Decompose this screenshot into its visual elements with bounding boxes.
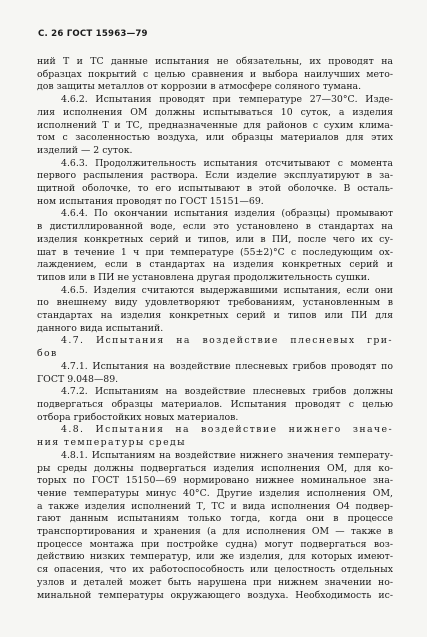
text-line: в дистиллированной воде, если это установлено в стандартах на xyxy=(37,221,393,233)
text-line: подвергаться образцы материалов. Испытания проводят с целью xyxy=(37,398,393,410)
text-line: 4.6.2. Испытания проводят при температуре 27—30°С. Изде- xyxy=(61,94,393,106)
text-line: ры среды должны подвергаться изделия исполнения ОМ, для ко- xyxy=(37,462,393,474)
text-line: гают данным испытаниям только тогда, когда они в процессе xyxy=(37,513,393,525)
text-line: действию низких температур, или же изделия, для которых имеют- xyxy=(37,551,393,563)
text-line: лаждением, если в стандартах на изделия конкретных серий и xyxy=(37,259,393,271)
text-line: минальной температуры окружающего воздуха. Необходимость ис- xyxy=(37,589,393,601)
section-heading-line: ния температуры среды xyxy=(37,437,186,449)
text-line: типов или в ПИ не установлена другая продолжительность сушки. xyxy=(37,271,370,283)
text-line: исполнений Т и ТС, предназначенные для районов с сухим клима- xyxy=(37,119,393,131)
text-line: 4.6.4. По окончании испытания изделия (образцы) промывают xyxy=(61,208,393,220)
text-line: транспортирования и хранения (а для исполнения ОМ — также в xyxy=(37,526,393,538)
text-line: образцах покрытий с целью сравнения и выбора наилучших мето- xyxy=(37,68,393,80)
section-heading-line: 4.7. Испытания на воздействие плесневых гри- xyxy=(61,335,393,347)
text-line: данного вида испытаний. xyxy=(37,322,164,334)
text-line: 4.6.3. Продолжительность испытания отсчитывают с момента xyxy=(61,157,393,169)
text-line: изделий — 2 суток. xyxy=(37,144,133,156)
text-line: лия исполнения ОМ должны испытываться 10 суток, а изделия xyxy=(37,106,393,118)
text-line: чение температуры минус 40°С. Другие изделия исполнения ОМ, xyxy=(37,487,393,499)
text-line: ном испытания проводят по ГОСТ 15151—69. xyxy=(37,195,264,207)
text-line: а также изделия исполнений Т, ТС и вида исполнения О4 подвер- xyxy=(37,500,393,512)
text-line: первого распыления раствора. Если изделие эксплуатируют в за- xyxy=(37,170,393,182)
text-line: процессе монтажа при постройке судна) могут подвергаться воз- xyxy=(37,538,393,550)
page-number: С. 26 xyxy=(38,29,64,39)
text-line: отбора грибостойких новых материалов. xyxy=(37,411,239,423)
text-line: по внешнему виду удовлетворяют требованиям, установленным в xyxy=(37,297,393,309)
text-line: торых по ГОСТ 15150—69 нормировано нижнее номинальное зна- xyxy=(37,475,393,487)
body-text xyxy=(37,56,393,602)
text-line: шат в течение 1 ч при температуре (55±2)°С с последующим ох- xyxy=(37,246,393,258)
text-line: узлов и деталей может быть нарушена при нижнем значении но- xyxy=(37,576,393,588)
text-line: 4.7.2. Испытаниям на воздействие плесневых грибов должны xyxy=(61,386,393,398)
text-line: 4.6.5. Изделия считаются выдержавшими испытания, если они xyxy=(61,284,393,296)
section-heading-line: 4.8. Испытания на воздействие нижнего значе- xyxy=(61,424,393,436)
page-header xyxy=(38,29,148,39)
text-line: щитной оболочке, то его испытывают в этой оболочке. В осталь- xyxy=(37,183,393,195)
standard-number: ГОСТ 15963—79 xyxy=(66,29,148,39)
text-line: изделия конкретных серий и типов, или в ПИ, после чего их су- xyxy=(37,233,393,245)
text-line: дов защиты металлов от коррозии в атмосфере соляного тумана. xyxy=(37,81,362,93)
text-line: ся опасения, что их работоспособность или целостность отдельных xyxy=(37,564,393,576)
text-line: том с засоленностью воздуха, или образцы материалов для этих xyxy=(37,132,393,144)
text-line: 4.7.1. Испытания на воздействие плесневых грибов проводят по xyxy=(61,360,393,372)
text-line: ГОСТ 9.048—89. xyxy=(37,373,119,385)
text-line: 4.8.1. Испытаниям на воздействие нижнего значения температу- xyxy=(61,449,393,461)
section-heading-line: бов xyxy=(37,348,58,360)
text-line: стандартах на изделия конкретных серий и типов или ПИ для xyxy=(37,310,393,322)
text-line: ний Т и ТС данные испытания не обязательны, их проводят на xyxy=(37,56,393,67)
